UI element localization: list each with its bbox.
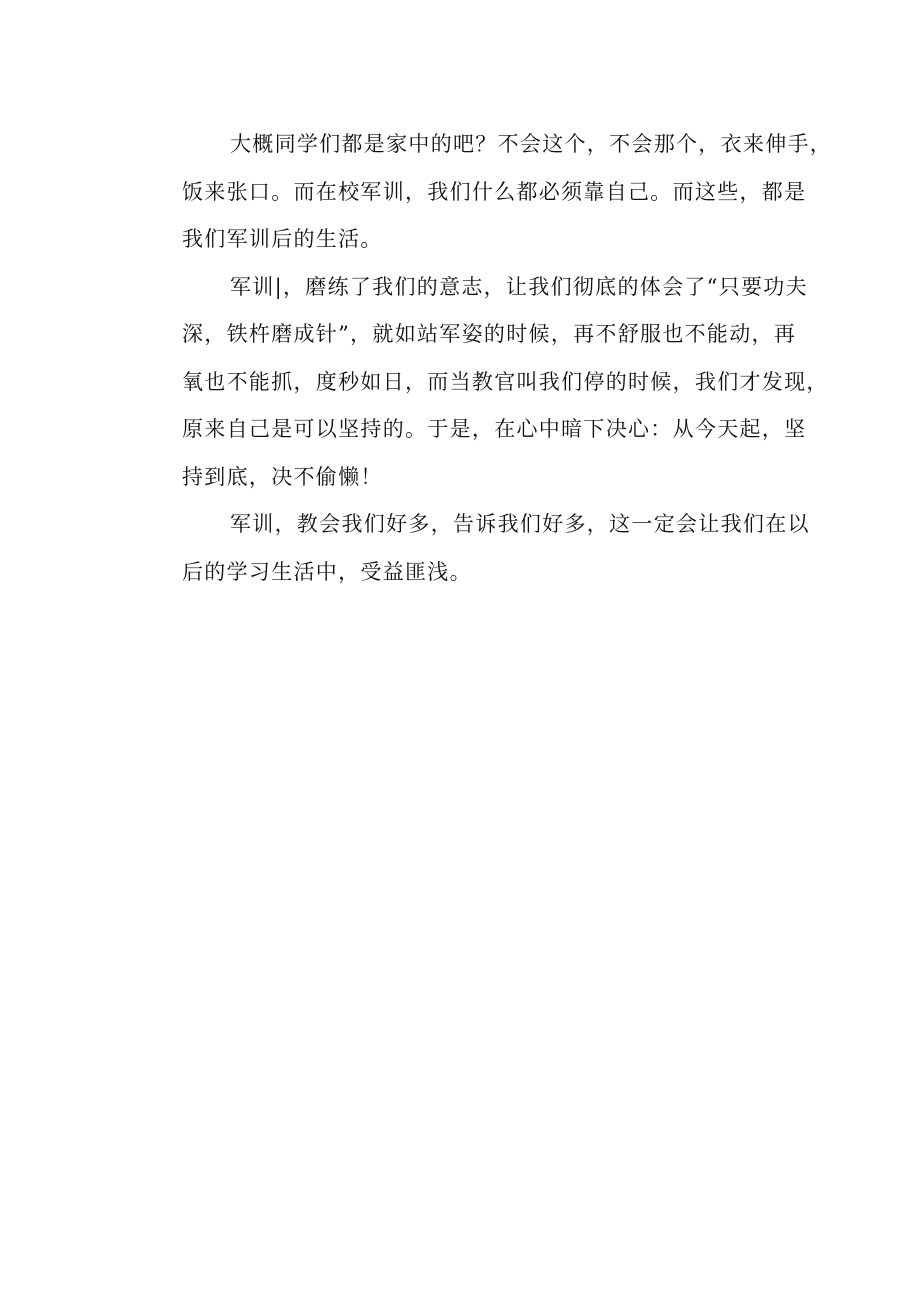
document-body xyxy=(140,121,833,596)
paragraph-line: 大概同学们都是家中的吧？不会这个，不会那个，衣来伸手， xyxy=(230,132,833,156)
paragraph-line: 持到底，决不偷懒！ xyxy=(182,464,383,489)
paragraph-line: 深，铁杵磨成针”，就如站军姿的时候，再不舒服也不能动，再 xyxy=(182,322,797,346)
paragraph-line: 原来自己是可以坚持的。于是，在心中暗下决心：从今天起，坚 xyxy=(182,417,807,441)
paragraph-line: 饭来张口。而在校军训，我们什么都必须靠自己。而这些，都是 xyxy=(182,179,807,204)
paragraph-1 xyxy=(140,121,833,264)
paragraph-line: 军训|，磨练了我们的意志，让我们彻底的体会了“只要功夫 xyxy=(230,274,808,299)
paragraph-2 xyxy=(140,264,829,502)
paragraph-line: 我们军训后的生活。 xyxy=(182,227,383,251)
paragraph-line: 氧也不能抓，度秒如日，而当教官叫我们停的时候，我们才发现， xyxy=(182,369,829,394)
paragraph-line: 军训，教会我们好多，告诉我们好多，这一定会让我们在以 xyxy=(230,512,810,536)
paragraph-3 xyxy=(140,501,810,596)
paragraph-line: 后的学习生活中，受益匪浅。 xyxy=(182,559,472,584)
